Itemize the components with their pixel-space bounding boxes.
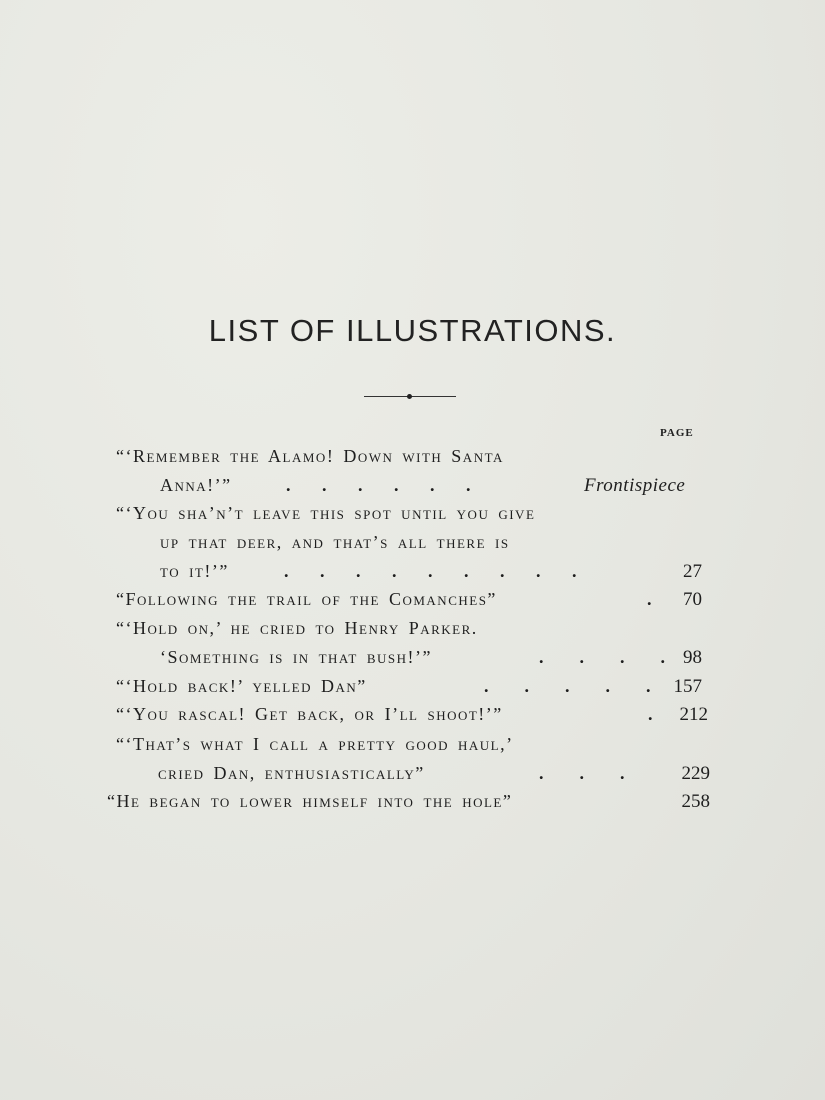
dot-leader: . . . . . [484, 676, 651, 696]
entry-line: “‘That’s what I call a pretty good haul,’ [116, 734, 514, 754]
dot-leader: . [647, 589, 652, 609]
dot-leader: . [648, 704, 653, 724]
dot-leader: . . . [539, 763, 625, 783]
entry-line: “He began to lower himself into the hole” [107, 791, 513, 811]
page-column-label: PAGE [660, 427, 694, 439]
dot-leader: . . . . [539, 647, 665, 667]
entry-page: 98 [683, 647, 702, 668]
entry-line: ‘Something is in that bush!’” [160, 647, 432, 667]
entry-page: 258 [681, 791, 710, 812]
dot-leader: . . . . . . . . . [284, 561, 577, 581]
entry-line: to it!’” [160, 561, 229, 581]
entry-line: “‘You sha’n’t leave this spot until you give [116, 503, 536, 523]
dot-leader: . . . . . . [286, 475, 471, 495]
entry-line: cried Dan, enthusiastically” [158, 763, 425, 783]
entry-line: “‘Hold back!’ yelled Dan” [116, 676, 367, 696]
ornamental-rule-dot [407, 394, 412, 399]
entry-line: Anna!’” [160, 475, 232, 495]
entry-page: Frontispiece [584, 475, 686, 496]
page-title: LIST OF ILLUSTRATIONS. [208, 313, 617, 348]
entry-page: 157 [673, 676, 702, 697]
entry-line: up that deer, and that’s all there is [160, 532, 510, 552]
entry-line: “Following the trail of the Comanches” [116, 589, 497, 609]
entry-line: “‘Hold on,’ he cried to Henry Parker. [116, 618, 478, 638]
entry-line: “‘Remember the Alamo! Down with Santa [116, 446, 504, 466]
entry-page: 70 [683, 589, 702, 610]
entry-page: 212 [679, 704, 708, 725]
entry-line: “‘You rascal! Get back, or I’ll shoot!’” [116, 704, 503, 724]
entry-page: 27 [683, 561, 702, 582]
entry-page: 229 [681, 763, 710, 784]
